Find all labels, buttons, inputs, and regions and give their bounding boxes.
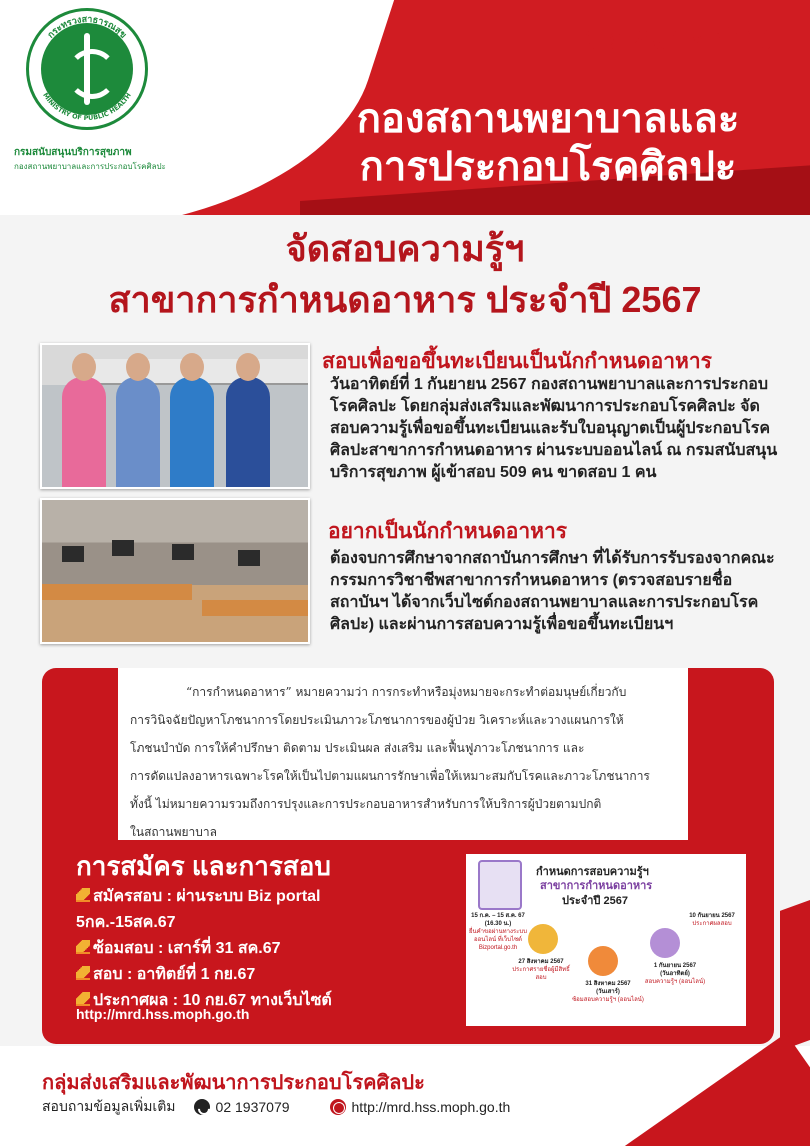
apply-item: สมัครสอบ : ผ่านระบบ Biz portal [76,884,436,910]
monitor-shape [112,540,134,556]
footer-title: กลุ่มส่งเสริมและพัฒนาการประกอบโรคศิลปะ [42,1072,425,1094]
newsletter-tag: จดหมายข่าว [584,19,772,57]
section-body-exam: วันอาทิตย์ที่ 1 กันยายน 2567 กองสถานพยาบาลและการประกอบโรคศิลปะ โดยกลุ่มส่งเสริมและพัฒนาการประกอบโรคศิลปะ จัดสอบความรู้เพื่อขอขึ้นทะเบียนและรับใบอนุญาตเป็นผู้ประกอบโรคศิลปะสาขาการกำหนดอาหาร ผ่านระบบออนไลน์ ณ กรมสนับสนุนบริการสุขภาพ ผู้เข้าสอบ 509 คน ขาดสอบ 1 คน [330,376,778,481]
apply-item: 5กค.-15สค.67 [76,914,176,931]
logo-subtitle-1: กรมสนับสนุนบริการสุขภาพ [14,147,132,158]
logo-subtitle-2: กองสถานพยาบาลและการประกอบโรคศิลปะ [14,162,166,171]
person-figure [226,377,270,487]
title-line-1: จัดสอบความรู้ฯ [285,228,525,269]
section-body-become: ต้องจบการศึกษาจากสถาบันการศึกษา ที่ได้รับการรับรองจากคณะกรรมการวิชาชีพสาขาการกำหนดอาหาร (ตรวจสอบรายชื่อสถาบันฯ ได้จากเว็บไซต์กองสถานพยาบาลและการประกอบโรคศิลปะ) และผ่านการสอบความรู้เพื่อขอขึ้นทะเบียนฯ [330,550,775,633]
globe-icon [330,1099,346,1115]
monitor-shape [238,550,260,566]
person-icon [588,946,618,976]
definition-box [118,668,688,840]
timeline-step: 31 สิงหาคม 2567 (วันเสาร์) ซ้อมสอบความรู้ฯ (ออนไลน์) [572,981,644,1003]
person-figure [170,377,214,487]
contact-phone[interactable]: 02 1937079 [215,1099,290,1115]
timeline-infographic [466,854,746,1026]
footer-contact [42,1096,510,1118]
pencil-icon [76,966,90,980]
pencil-icon [76,888,90,902]
timeline-year: ประจำปี 2567 [562,895,628,907]
apply-heading: การสมัคร และการสอบ [76,851,331,881]
apply-item: สอบ : อาทิตย์ที่ 1 กย.67 [76,962,436,988]
clipboard-icon [478,860,522,910]
definition-line: “การกำหนดอาหาร” หมายความว่า การกระทำหรือมุ่งหมายจะกระทำต่อมนุษย์เกี่ยวกับ [186,685,627,699]
apply-item: ซ้อมสอบ : เสาร์ที่ 31 สค.67 [76,936,436,962]
department-line-1: กองสถานพยาบาลและ [356,97,740,141]
section-heading-become: อยากเป็นนักกำหนดอาหาร [328,520,568,543]
apply-item: ประกาศผล : 10 กย.67 ทางเว็บไซต์ [76,988,436,1014]
pencil-icon [76,992,90,1006]
desk-shape [42,584,192,600]
contact-label: สอบถามข้อมูลเพิ่มเติม [42,1098,176,1114]
definition-line: การวินิจฉัยปัญหาโภชนาการโดยประเมินภาวะโภชนาการของผู้ป่วย วิเคราะห์และวางแผนการให้ [130,713,624,727]
section-heading-exam: สอบเพื่อขอขึ้นทะเบียนเป็นนักกำหนดอาหาร [322,350,712,373]
person-figure [116,377,160,487]
timeline-step: 27 สิงหาคม 2567 ประกาศรายชื่อผู้มีสิทธิ์สอบ [512,959,570,981]
definition-line: โภชนบำบัด การให้คำปรึกษา ติดตาม ประเมินผล ส่งเสริม และฟื้นฟูภาวะโภชนาการ และ [130,741,585,755]
person-icon [650,928,680,958]
apply-website-link[interactable]: http://mrd.hss.moph.go.th [76,1006,250,1022]
person-icon [528,924,558,954]
monitor-shape [62,546,84,562]
timeline-step: 10 กันยายน 2567 ประกาศผลสอบ [689,913,735,927]
desk-shape [202,600,310,616]
department-name [318,95,778,191]
department-line-2: การประกอบโรคศิลปะ [359,145,737,189]
timeline-step: 1 กันยายน 2567 (วันอาทิตย์) สอบความรู้ฯ (ออนไลน์) [644,963,706,985]
exam-room-photo [40,498,310,644]
timeline-subheading: สาขาการกำหนดอาหาร [540,880,653,892]
title-line-2: สาขาการกำหนดอาหาร ประจำปี 2567 [108,279,702,320]
contact-website[interactable]: http://mrd.hss.moph.go.th [351,1099,511,1115]
definition-line: ในสถานพยาบาล [130,825,217,839]
definition-line: การดัดแปลงอาหารเฉพาะโรคให้เป็นไปตามแผนการรักษาเพื่อให้เหมาะสมกับโรคและภาวะโภชนาการ [130,769,650,783]
footer-red-accent [780,889,810,1051]
definition-line: ทั้งนี้ ไม่หมายความรวมถึงการปรุงและการประกอบอาหารสำหรับการให้บริการผู้ป่วยตามปกติ [130,797,602,811]
pencil-icon [76,940,90,954]
monitor-shape [172,544,194,560]
page-title [0,225,810,327]
logo-ring-text [26,8,148,130]
apply-list [76,884,436,1014]
group-photo [40,343,310,489]
person-figure [62,377,106,487]
phone-icon [194,1099,210,1115]
timeline-step: 15 ก.ค. – 15 ส.ค. 67 (16.30 น.) ยื่นคำขอผ่านทางระบบออนไลน์ ที่เว็บไซต์ Bizportal.go.th [468,913,527,951]
svg-text:MINISTRY OF PUBLIC HEALTH: MINISTRY OF PUBLIC HEALTH [41,91,133,123]
svg-text:กระทรวงสาธารณสุข: กระทรวงสาธารณสุข [46,14,128,41]
timeline-heading: กำหนดการสอบความรู้ฯ [536,866,649,878]
